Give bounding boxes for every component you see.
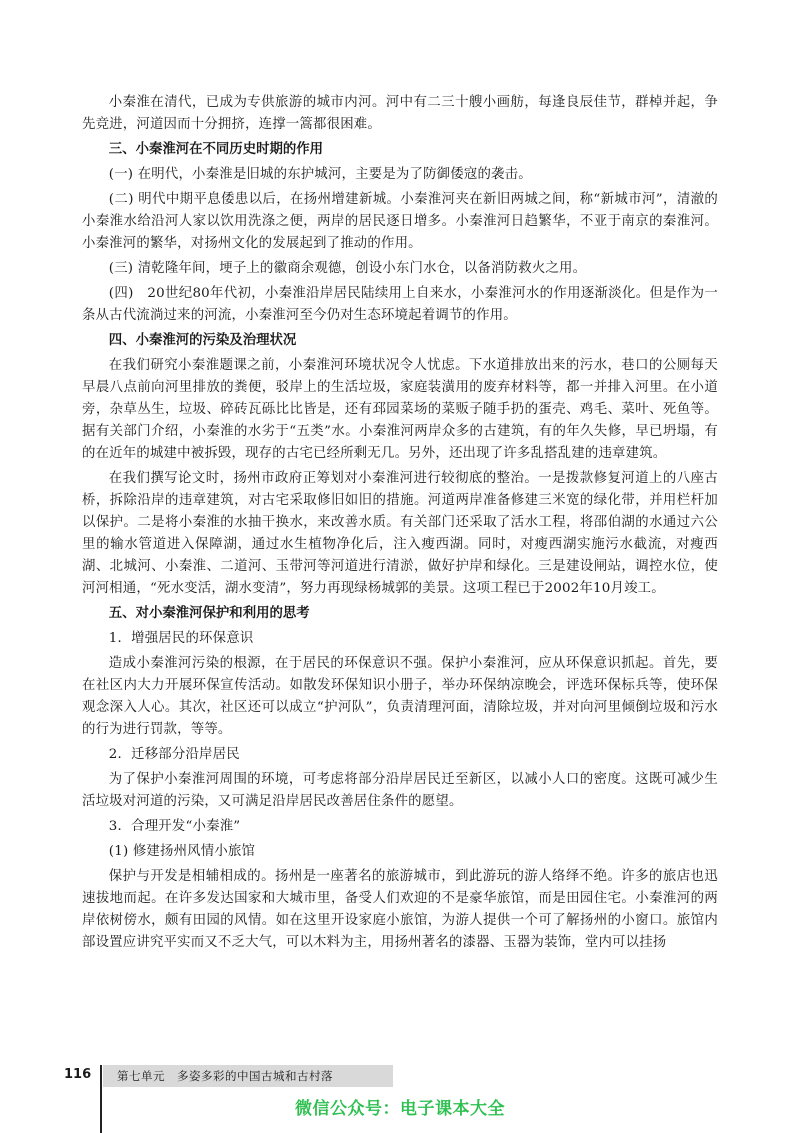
watermark: 微信公众号：电子课本大全 [295, 1099, 505, 1119]
page-body [82, 92, 718, 957]
page-number: 116 [64, 1067, 92, 1082]
paragraph-mid-ming: (二) 明代中期平息倭患以后，在扬州增建新城。小秦淮河夹在新旧两城之间，称“新城市河”，清澈的小秦淮水给沿河人家以饮用洗涤之便，两岸的居民逐日增多。小秦淮河日趋繁华，不亚于南京的秦淮河。小秦淮河的繁华，对扬州文化的发展起到了推动的作用。 [82, 192, 718, 251]
section-heading-4: 四、小秦淮河的污染及治理状况 [108, 333, 297, 348]
paragraph-qianlong: (三) 清乾隆年间，埂子上的徽商余观德，创设小东门水仓，以备消防救火之用。 [108, 261, 587, 276]
subheading-development: 3．合理开发“小秦淮” [108, 819, 241, 834]
paragraph-1980s: (四) 20世纪80年代初，小秦淮沿岸居民陆续用上自来水，小秦淮河水的作用逐渐淡化。但是作为一条从古代流淌过来的河流，小秦淮河至今仍对生态环境起着调节的作用。 [82, 286, 718, 323]
paragraph-ming: (一) 在明代，小秦淮是旧城的东护城河，主要是为了防御倭寇的袭击。 [108, 167, 532, 182]
section-heading-3: 三、小秦淮河在不同历史时期的作用 [108, 142, 324, 157]
paragraph-pollution: 在我们研究小秦淮题课之前，小秦淮河环境状况令人忧虑。下水道排放出来的污水，巷口的公厕每天早晨八点前向河里排放的粪便，驳岸上的生活垃圾，家庭装潢用的废弃材料等，都一并排入河里。在小道旁，杂草丛生，垃圾、碎砖瓦砾比比皆是，还有邳园菜场的菜贩子随手扔的蛋壳、鸡毛、菜叶、死鱼等。据有关部门介绍，小秦淮的水劣于“五类”水。小秦淮河两岸众多的古建筑，有的年久失修，早已坍塌，有的在近年的城建中被拆毁，现存的古宅已经所剩无几。另外，还出现了许多乱搭乱建的违章建筑。 [82, 358, 718, 461]
paragraph-awareness: 造成小秦淮河污染的根源，在于居民的环保意识不强。保护小秦淮河，应从环保意识抓起。首先，要在社区内大力开展环保宣传活动。如散发环保知识小册子，举办环保纳凉晚会，评选环保标兵等，使环保观念深入人心。其次，社区还可以成立“护河队”，负责清理河面，清除垃圾，并对向河里倾倒垃圾和污水的行为进行罚款，等等。 [82, 656, 718, 737]
unit-label: 第七单元 多姿多彩的中国古城和古村落 [103, 1065, 393, 1087]
subheading-hotel: (1) 修建扬州风情小旅馆 [108, 844, 256, 859]
subheading-awareness: 1．增强居民的环保意识 [108, 631, 254, 646]
paragraph-hotel: 保护与开发是相辅相成的。扬州是一座著名的旅游城市，到此游玩的游人络绎不绝。许多的旅店也迅速拔地而起。在许多发达国家和大城市里，备受人们欢迎的不是豪华旅馆，而是田园住宅。小秦淮河的两岸依树傍水，颇有田园的风情。如在这里开设家庭小旅馆，为游人提供一个可了解扬州的小窗口。旅馆内部设置应讲究平实而又不乏大气，可以木料为主，用扬州著名的漆器、玉器为装饰，堂内可以挂扬 [82, 869, 718, 950]
paragraph-relocation: 为了保护小秦淮河周围的环境，可考虑将部分沿岸居民迁至新区，以减小人口的密度。这既可减少生活垃圾对河道的污染，又可满足沿岸居民改善居住条件的愿望。 [82, 772, 718, 809]
paragraph-remediation: 在我们撰写论文时，扬州市政府正筹划对小秦淮河进行较彻底的整治。一是拨款修复河道上的八座古桥，拆除沿岸的违章建筑，对古宅采取修旧如旧的措施。河道两岸准备修建三米宽的绿化带，并用栏杆加以保护。二是将小秦淮的水抽干换水，来改善水质。有关部门还采取了活水工程，将邵伯湖的水通过六公里的输水管道进入保障湖，通过水生植物净化后，注入瘦西湖。同时，对瘦西湖实施污水截流，对瘦西湖、北城河、小秦淮、二道河、玉带河等河道进行清淤，做好护岸和绿化。三是建设闸站，调控水位，使河河相通，“死水变活，湖水变清”，努力再现绿杨城郭的美景。这项工程已于2002年10月竣工。 [82, 471, 718, 596]
section-heading-5: 五、对小秦淮河保护和利用的思考 [108, 606, 310, 621]
subheading-relocation: 2．迁移部分沿岸居民 [108, 747, 240, 762]
paragraph-intro: 小秦淮在清代，已成为专供旅游的城市内河。河中有二三十艘小画舫，每逢良辰佳节，群棹并起，争先竞进，河道因而十分拥挤，连撑一篙都很困难。 [82, 95, 718, 132]
